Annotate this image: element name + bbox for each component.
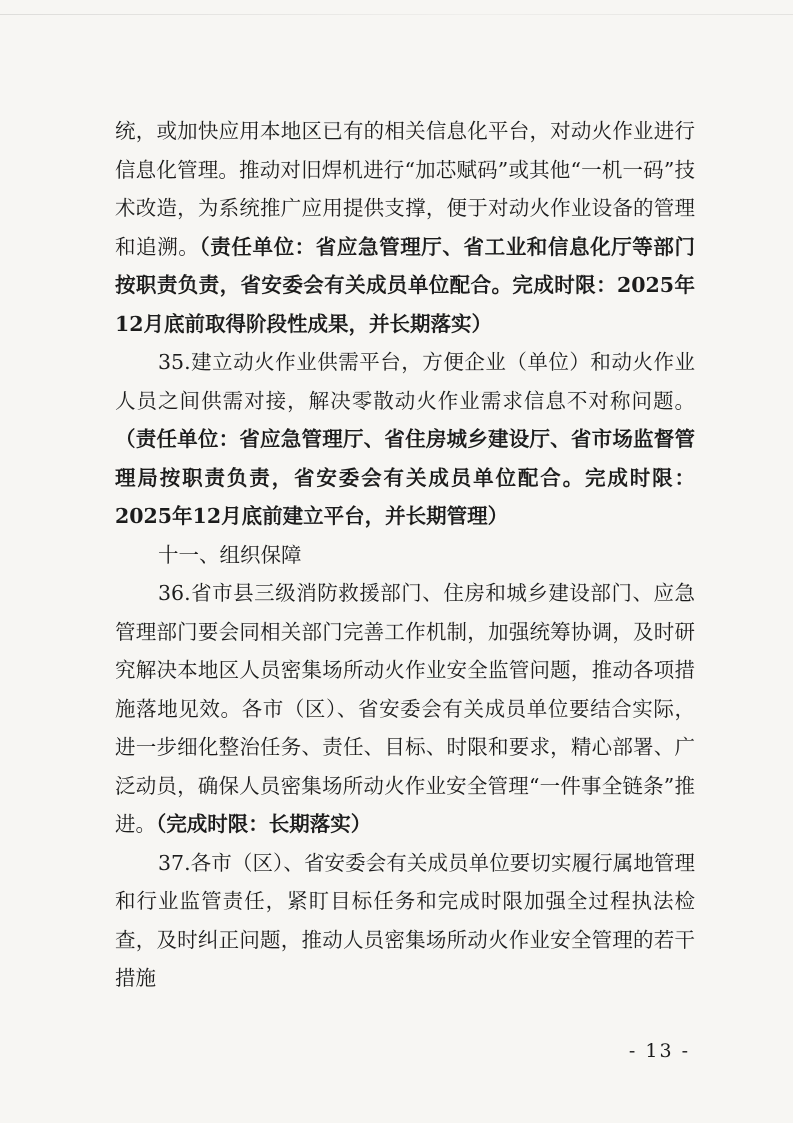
paragraph-text: 统，或加快应用本地区已有的相关信息化平台，对动火作业进行信息化管理。推动对旧焊机进行“加芯赋码”或其他“一机一码”技术改造，为系统推广应用提供支撑，便于对动火作业设备的管理和追溯。 (115, 119, 695, 259)
paragraph-36 (115, 574, 695, 844)
deadline-note: （完成时限：长期落实） (156, 812, 372, 836)
paragraph-35 (115, 343, 695, 536)
paragraph-34-continued (115, 112, 695, 343)
page-top-edge (0, 14, 793, 15)
page-number: - 13 - (628, 1040, 690, 1062)
paragraph-37: 37.各市（区）、省安委会有关成员单位要切实履行属地管理和行业监管责任，紧盯目标任务和完成时限加强全过程执法检查，及时纠正问题，推动人员密集场所动火作业安全管理的若干措施 (115, 850, 695, 990)
document-body (115, 112, 695, 998)
responsibility-note: （责任单位：省应急管理厅、省工业和信息化厅等部门按职责负责，省安委会有关成员单位配合。完成时限：2025年12月底前取得阶段性成果，并长期落实） (115, 234, 696, 336)
responsibility-note: （责任单位：省应急管理厅、省住房城乡建设厅、省市场监督管理局按职责负责，省安委会有关成员单位配合。完成时限：2025年12月底前建立平台，并长期管理） (115, 427, 695, 528)
paragraph-text: 36.省市县三级消防救援部门、住房和城乡建设部门、应急管理部门要会同相关部门完善工作机制，加强统筹协调，及时研究解决本地区人员密集场所动火作业安全监管问题，推动各项措施落地见效。各市（区）、省安委会有关成员单位要结合实际，进一步细化整治任务、责任、目标、时限和要求，精心部署、广泛动员，确保人员密集场所动火作业安全管理“一件事全链条”推进。 (115, 581, 695, 836)
section-heading: 十一、组织保障 (158, 542, 302, 567)
paragraph-text: 35.建立动火作业供需平台，方便企业（单位）和动火作业人员之间供需对接，解决零散动火作业需求信息不对称问题。 (115, 350, 695, 413)
